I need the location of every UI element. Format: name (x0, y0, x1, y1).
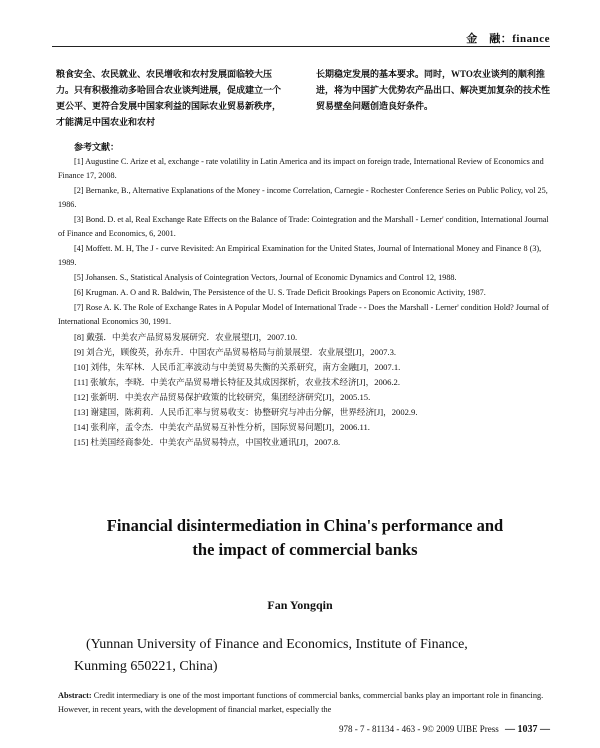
reference-item: [5] Johansen. S., Statistical Analysis of Cointegration Vectors, Journal of Economic Dynamics and Control 12, 1988. (74, 273, 457, 282)
reference-item: [3] Bond. D. et al, Real Exchange Rate Effects on the Balance of Trade: Cointegration and the Marshall - Lerner' condition, International Journal of Finance and Economics, 6, 2001. (58, 215, 549, 238)
abstract (58, 689, 550, 717)
reference-item: [1] Augustine C. Arize et al, exchange - rate volatility in Latin America and its impact on foreign trade, International Review of Economics and Finance 17, 2008. (58, 157, 544, 180)
abstract-label: Abstract: (58, 691, 92, 700)
affiliation (74, 634, 554, 678)
reference-item: [15] 杜美国经商参处．中美农产品贸易特点，中国牧业通讯[J]，2007.8. (74, 437, 341, 447)
reference-item: [11] 张敏东，李晓．中美农产品贸易增长特征及其成因探析，农业技术经济[J]，2006.2. (74, 377, 400, 387)
article-title-line-1: Financial disintermediation in China's performance and (106, 516, 504, 535)
references-list (58, 155, 550, 450)
affiliation-line-1: (Yunnan University of Finance and Economics, Institute of Finance, (86, 637, 468, 652)
article-title (60, 514, 550, 562)
references-title: 参考文献： (74, 142, 120, 152)
reference-item: [12] 张新明．中美农产品贸易保护政策的比较研究，集团经济研究[J]，2005.15. (74, 392, 371, 402)
reference-item: [7] Rose A. K. The Role of Exchange Rates in A Popular Model of International Trade - - Does the Marshall - Lerner' condition Hold? Journal of International Economics 30, 1991. (58, 303, 549, 326)
reference-item: [8] 戴强．中美农产品贸易发展研究．农业展望[J]，2007.10. (74, 332, 298, 342)
affiliation-line-2: Kunming 650221, China) (74, 659, 218, 674)
author-name: Fan Yongqin (267, 598, 333, 612)
body-text-right: 长期稳定发展的基本要求。同时，WTO农业谈判的顺利推进，将为中国扩大优势农产品出口、解决更加复杂的技术性贸易壁垒问题创造良好条件。 (316, 69, 551, 111)
running-header: 金 融：finance (466, 33, 550, 45)
page-footer (339, 724, 550, 735)
reference-item: [4] Moffett. M. H, The J - curve Revisited: An Empirical Examination for the United States, Journal of International Money and Finance 8 (3), 1989. (58, 244, 542, 267)
publisher-line: 978 - 7 - 81134 - 463 - 9© 2009 UIBE Press (339, 724, 499, 734)
reference-item: [2] Bernanke, B., Alternative Explanations of the Money - income Correlation, Carnegie - Rochester Conference Series on Public Policy, vol 25, 1986. (58, 186, 548, 209)
article-title-line-2: the impact of commercial banks (192, 540, 418, 559)
abstract-text: Credit intermediary is one of the most important functions of commercial banks, commercial banks play an important role in financing. However, in recent years, with the development of financial market, especially the (58, 691, 544, 714)
header-rule (52, 46, 550, 47)
page-number: — 1037 — (505, 724, 550, 735)
reference-item: [9] 刘合光，顾俊英，孙东升．中国农产品贸易格局与前景展望．农业展望[J]，2007.3. (74, 347, 397, 357)
reference-item: [14] 张利庠，孟令杰．中美农产品贸易互补性分析，国际贸易问题[J]，2006.11. (74, 422, 370, 432)
reference-item: [6] Krugman. A. O and R. Baldwin, The Persistence of the U. S. Trade Deficit Brookings Papers on Economic Activity, 1987. (74, 288, 486, 297)
reference-item: [13] 谢建国，陈莉莉．人民币汇率与贸易收支：协整研究与冲击分解，世界经济[J]，2002.9. (74, 407, 418, 417)
reference-item: [10] 刘伟，朱军林．人民币汇率波动与中美贸易失衡的关系研究，南方金融[J]，2007.1. (74, 362, 401, 372)
body-text-left: 粮食安全、农民就业、农民增收和农村发展面临较大压力。只有积极推动多哈回合农业谈判进展，促成建立一个更公平、更符合发展中国家利益的国际农业贸易新秩序，才能满足中国农业和农村 (56, 69, 282, 127)
